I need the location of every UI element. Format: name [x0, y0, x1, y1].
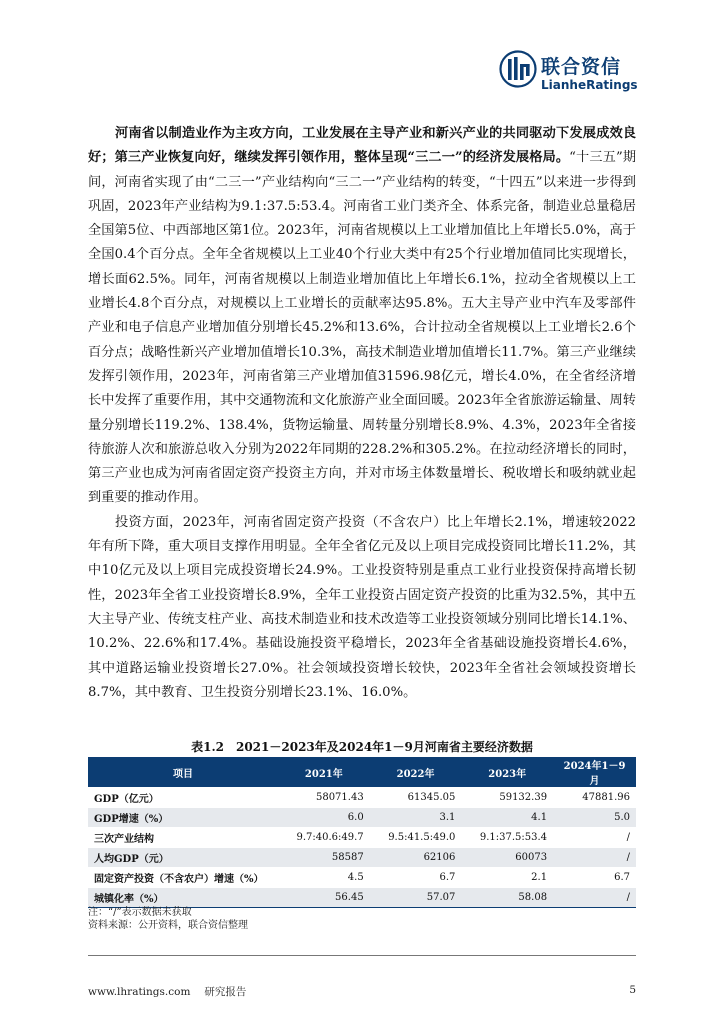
table-cell: 9.1:37.5:53.4: [461, 828, 553, 848]
footer-url[interactable]: www.lhratings.com: [88, 986, 191, 998]
table-row: [88, 788, 636, 808]
table-header-cell: 2024年1－9月: [553, 757, 636, 788]
brand-name-cn: 联合资信: [541, 56, 622, 78]
footer-left: [88, 984, 260, 999]
row-label: 三次产业结构: [88, 828, 278, 848]
table-cell: 62106: [370, 848, 462, 868]
table-cell: 9.5:41.5:49.0: [370, 828, 462, 848]
table-cell: 59132.39: [461, 788, 553, 808]
table-cell: 47881.96: [553, 788, 636, 808]
table-header-row: [88, 757, 636, 788]
table-header-cell: 2021年: [278, 757, 370, 788]
row-label: 固定资产投资（不含农户）增速（%）: [88, 868, 278, 888]
table-cell: 3.1: [370, 808, 462, 828]
table-cell: 4.5: [278, 868, 370, 888]
table-cell: 56.45: [278, 888, 370, 908]
table-cell: 61345.05: [370, 788, 462, 808]
table-header-cell: 2022年: [370, 757, 462, 788]
table-cell: 4.1: [461, 808, 553, 828]
table-cell: 5.0: [553, 808, 636, 828]
table-cell: 2.1: [461, 868, 553, 888]
footer-label: 研究报告: [204, 986, 247, 998]
row-label: 城镇化率（%）: [88, 888, 278, 908]
table-note: 注：“/”表示数据未获取: [88, 907, 192, 918]
economic-data-table: [88, 757, 636, 908]
row-label: GDP（亿元）: [88, 788, 278, 808]
lianhe-logo-icon: [499, 50, 537, 88]
table-source: 资料来源：公开资料，联合资信整理: [88, 920, 248, 931]
table-header-cell: 项目: [88, 757, 278, 788]
table-row: [88, 848, 636, 868]
table-header-cell: 2023年: [461, 757, 553, 788]
brand-logo: [499, 50, 638, 100]
paragraph-industry: [88, 122, 636, 511]
table-cell: /: [553, 828, 636, 848]
table-cell: /: [553, 848, 636, 868]
table-cell: 58587: [278, 848, 370, 868]
page-number: 5: [629, 984, 636, 996]
table-cell: 57.07: [370, 888, 462, 908]
paragraph-investment: 投资方面，2023年，河南省固定资产投资（不含农户）比上年增长2.1%，增速较2022年有所下降，重大项目支撑作用明显。全年全省亿元及以上项目完成投资同比增长11.2%，其中10亿元及以上项目完成投资增长24.9%。工业投资特别是重点工业行业投资保持高增长韧性，2023年全省工业投资增长8.9%，全年工业投资占固定资产投资的比重为32.5%，其中五大主导产业、传统支柱产业、高技术制造业和技术改造等工业投资领域分别同比增长14.1%、10.2%、22.6%和17.4%。基础设施投资平稳增长，2023年全省基础设施投资增长4.6%，其中道路运输业投资增长27.0%。社会领域投资增长较快，2023年全省社会领域投资增长8.7%，其中教育、卫生投资分别增长23.1%、16.0%。: [88, 514, 636, 700]
row-label: 人均GDP（元）: [88, 848, 278, 868]
table-row: [88, 888, 636, 908]
paragraph-industry-text: “十三五”期间，河南省实现了由“二三一”产业结构向“三二一”产业结构的转变，“十四五”以来进一步得到巩固，2023年产业结构为9.1:37.5:53.4。河南省工业门类齐全、体系完备，制造业总量稳居全国第5位、中西部地区第1位。2023年，河南省规模以上工业增加值比上年增长5.0%，高于全国0.4个百分点。全年全省规模以上工业40个行业大类中有25个行业增加值同比实现增长，增长面62.5%。同年，河南省规模以上制造业增加值比上年增长6.1%，拉动全省规模以上工业增长4.8个百分点，对规模以上工业增长的贡献率达95.8%。五大主导产业中汽车及零部件产业和电子信息产业增加值分别增长45.2%和13.6%，合计拉动全省规模以上工业增长2.6个百分点；战略性新兴产业增加值增长10.3%，高技术制造业增加值增长11.7%。第三产业继续发挥引领作用，2023年，河南省第三产业增加值31596.98亿元，增长4.0%，在全省经济增长中发挥了重要作用，其中交通物流和文化旅游产业全面回暖。2023年全省旅游运输量、周转量分别增长119.2%、138.4%，货物运输量、周转量分别增长8.9%、4.3%，2023年全省接待旅游人次和旅游总收入分别为2022年同期的228.2%和305.2%。在拉动经济增长的同时，第三产业也成为河南省固定资产投资主方向，并对市场主体数量增长、税收增长和吸纳就业起到重要的推动作用。: [88, 150, 637, 506]
report-body: [88, 122, 636, 705]
table-cell: 60073: [461, 848, 553, 868]
table-notes: [88, 906, 248, 932]
table-row: [88, 868, 636, 888]
brand-name-en: LianheRatings: [541, 78, 638, 92]
table-cell: 58071.43: [278, 788, 370, 808]
table-row: [88, 808, 636, 828]
table-caption: 表1.2 2021－2023年及2024年1－9月河南省主要经济数据: [191, 740, 533, 754]
paragraph-lead-bold: 河南省以制造业作为主攻方向，工业发展在主导产业和新兴产业的共同驱动下发展成效良好；第三产业恢复向好，继续发挥引领作用，整体呈现“三二一”的经济发展格局。: [88, 126, 636, 166]
footer-divider: [88, 955, 636, 956]
row-label: GDP增速（%）: [88, 808, 278, 828]
table-cell: 9.7:40.6:49.7: [278, 828, 370, 848]
table-cell: 6.7: [370, 868, 462, 888]
table-cell: /: [553, 888, 636, 908]
table-cell: 6.7: [553, 868, 636, 888]
table-row: [88, 828, 636, 848]
table-cell: 6.0: [278, 808, 370, 828]
table-cell: 58.08: [461, 888, 553, 908]
